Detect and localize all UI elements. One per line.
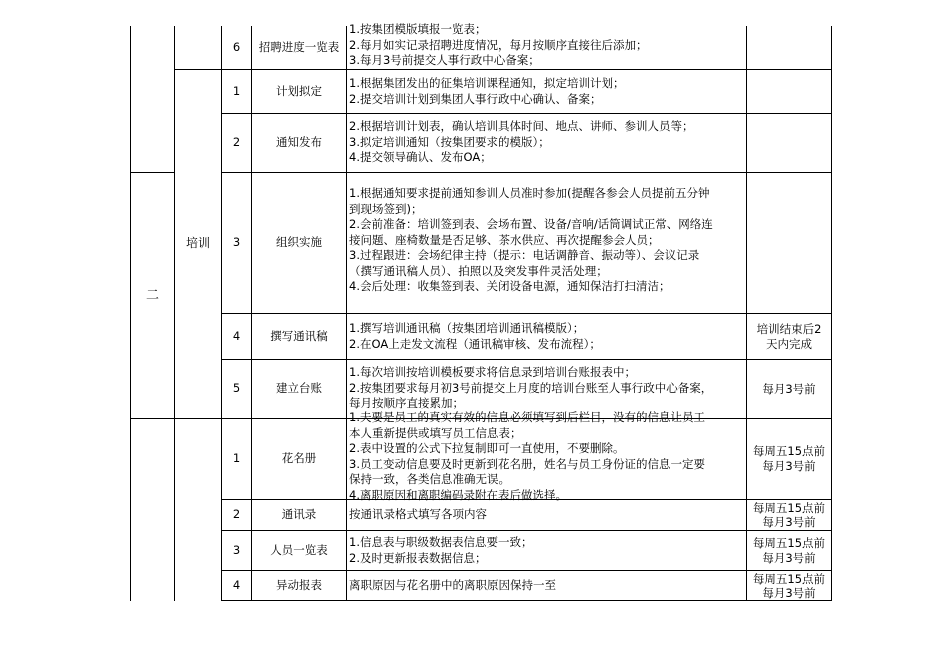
row-number: 2 bbox=[232, 507, 241, 522]
row-item: 异动报表 bbox=[276, 577, 322, 592]
description-line: 4.会后处理：收集签到表、关闭设备电源，通知保洁打扫清洁； bbox=[349, 279, 671, 293]
row-number: 2 bbox=[232, 135, 241, 150]
description-line: 保持一致，各类信息准确无误。 bbox=[349, 472, 510, 486]
description-line: 3.员工变动信息要及时更新到花名册，姓名与员工身份证的信息一定要 bbox=[349, 456, 705, 471]
row-item: 人员一览表 bbox=[270, 542, 328, 557]
row-description bbox=[347, 578, 746, 600]
row-number: 3 bbox=[232, 542, 241, 557]
deadline-line: 每月3号前 bbox=[762, 459, 816, 473]
description-line: 2.及时更新报表数据信息； bbox=[349, 550, 487, 565]
description-line: （撰写通讯稿人员）、拍照以及突发事件灵活处理； bbox=[349, 263, 608, 278]
description-line: 每月按顺序直接累加； bbox=[349, 396, 464, 410]
row-number: 6 bbox=[232, 39, 241, 54]
grid-line bbox=[130, 418, 222, 419]
row-deadline bbox=[747, 531, 831, 570]
description-line: 2.每月如实记录招聘进度情况，每月按顺序直接往后添加； bbox=[349, 37, 648, 52]
row-description bbox=[347, 22, 746, 69]
description-line: 3.每月3号前提交人事行政中心备案； bbox=[349, 53, 540, 67]
row-number: 1 bbox=[232, 451, 241, 466]
description-line: 1.根据集团发出的征集培训课程通知，拟定培训计划； bbox=[349, 76, 625, 90]
row-description bbox=[347, 321, 746, 359]
row-deadline bbox=[747, 314, 831, 359]
deadline-line: 每周五15点前 bbox=[752, 444, 826, 458]
deadline-line: 每周五15点前 bbox=[752, 535, 826, 550]
row-deadline bbox=[747, 419, 831, 499]
deadline-line: 培训结束后2 bbox=[756, 321, 822, 336]
description-line: 1.撰写培训通讯稿（按集团培训通讯稿模版）； bbox=[349, 321, 585, 335]
description-line: 2.表中设置的公式下拉复制即可一直使用，不要删除。 bbox=[349, 441, 625, 455]
row-item: 招聘进度一览表 bbox=[258, 39, 340, 54]
row-item: 撰写通讯稿 bbox=[270, 328, 328, 343]
row-item: 组织实施 bbox=[276, 235, 322, 250]
description-line: 2.会前准备：培训签到表、会场布置、设备/音响/话筒调试正常、网络连 bbox=[349, 217, 713, 231]
row-description bbox=[347, 76, 746, 113]
deadline-line: 每月3号前 bbox=[762, 515, 816, 529]
description-line: 接问题、座椅数量是否足够、茶水供应、再次提醒参会人员； bbox=[349, 232, 660, 247]
deadline-line: 每周五15点前 bbox=[752, 501, 826, 515]
description-line: 1.信息表与职级数据表信息要一致； bbox=[349, 535, 533, 549]
description-line: 1.每次培训按培训模板要求将信息录到培训台账报表中； bbox=[349, 365, 636, 379]
row-description bbox=[347, 410, 746, 502]
row-description bbox=[347, 535, 746, 570]
row-number: 1 bbox=[232, 83, 241, 98]
description-line: 离职原因与花名册中的离职原因保持一至 bbox=[349, 578, 556, 592]
row-deadline bbox=[747, 571, 831, 600]
description-line: 4.离职原因和离职编码录附在表后做选择。 bbox=[349, 487, 567, 502]
row-item: 通讯录 bbox=[281, 507, 317, 522]
description-line: 1.夫要是员工的真实有效的信息必须填写到后栏目，没有的信息让员工 bbox=[349, 410, 705, 424]
row-item: 花名册 bbox=[281, 451, 317, 466]
description-line: 到现场签到)； bbox=[349, 201, 423, 216]
row-number: 4 bbox=[232, 577, 241, 592]
row-deadline bbox=[747, 360, 831, 418]
row-item: 计划拟定 bbox=[276, 83, 322, 98]
description-line: 2.按集团要求每月初3号前提交上月度的培训台账至人事行政中心备案， bbox=[349, 380, 713, 395]
description-line: 2.在OA上走发文流程（通讯稿审核、发布流程）； bbox=[349, 336, 601, 351]
description-line: 4.提交领导确认、发布OA； bbox=[349, 150, 492, 164]
description-line: 1.按集团模版填报一览表； bbox=[349, 22, 487, 36]
description-line: 本人重新提供或填写员工信息表； bbox=[349, 425, 522, 440]
row-description bbox=[347, 186, 746, 312]
row-number: 4 bbox=[232, 328, 241, 343]
deadline-line: 天内完成 bbox=[766, 336, 812, 351]
description-line: 2.根据培训计划表，确认培训具体时间、地点、讲师、参训人员等； bbox=[349, 119, 694, 133]
row-item: 通知发布 bbox=[276, 135, 322, 150]
row-description bbox=[347, 119, 746, 172]
description-line: 按通讯录格式填写各项内容 bbox=[349, 507, 487, 521]
deadline-line: 每月3号前 bbox=[762, 381, 816, 396]
description-line: 3.过程跟进：会场纪律主持（提示：电话调静音、振动等）、会议记录 bbox=[349, 248, 700, 262]
row-number: 3 bbox=[232, 235, 241, 250]
deadline-line: 每月3号前 bbox=[762, 586, 816, 600]
category-label: 培训 bbox=[185, 236, 210, 251]
description-line: 2.提交培训计划到集团人事行政中心确认、备案； bbox=[349, 91, 602, 106]
description-line: 3.拟定培训通知（按集团要求的模版）； bbox=[349, 134, 550, 149]
deadline-line: 每周五15点前 bbox=[752, 572, 826, 586]
row-number: 5 bbox=[232, 381, 241, 396]
row-item: 建立台账 bbox=[276, 381, 322, 396]
row-deadline bbox=[747, 500, 831, 530]
description-line: 1.根据通知要求提前通知参训人员准时参加(提醒各参会人员提前五分钟 bbox=[349, 186, 710, 200]
section-label: 二 bbox=[145, 287, 159, 303]
grid-line bbox=[221, 600, 832, 601]
row-description bbox=[347, 507, 746, 530]
deadline-line: 每月3号前 bbox=[762, 550, 816, 565]
